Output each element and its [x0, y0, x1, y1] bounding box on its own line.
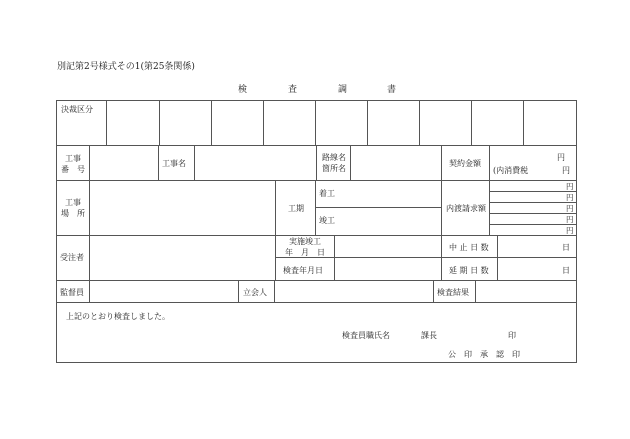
koji-bango-label — [60, 153, 86, 175]
kacho-label: 課長 — [421, 331, 437, 340]
koki-label: 工期 — [288, 204, 304, 213]
col-line — [158, 145, 159, 180]
chakko-label: 着工 — [319, 189, 335, 198]
col-line — [275, 180, 276, 235]
keiyaku-kingaku-label: 契約金額 — [449, 159, 481, 168]
encho-nissu-label: 延 期 日 数 — [449, 266, 489, 275]
form-reference: 別記第2号様式その1(第25条関係) — [57, 62, 195, 72]
shohizei-yen: 円 — [562, 166, 570, 175]
col-line — [471, 100, 472, 145]
col-line — [89, 180, 90, 235]
col-line — [89, 145, 90, 180]
kensain-shokushimei-label: 検査員職氏名 — [342, 331, 390, 340]
jukyusha-label: 受注者 — [60, 253, 84, 262]
row-line — [56, 302, 577, 303]
col-line — [489, 145, 490, 180]
col-line — [441, 145, 442, 180]
jisshi-shunko-line2: 年 月 日 — [285, 248, 325, 257]
chushi-nissu-label: 中 止 日 数 — [449, 243, 489, 252]
col-line — [159, 100, 160, 145]
keiyaku-yen: 円 — [557, 153, 565, 162]
koji-basho-line1: 工事 — [65, 198, 81, 207]
chushi-nichi: 日 — [562, 243, 570, 252]
row-line — [489, 213, 577, 214]
seikyu-yen-1: 円 — [566, 182, 574, 191]
col-line — [315, 100, 316, 145]
col-line — [433, 280, 434, 302]
col-line — [238, 280, 239, 302]
col-line — [316, 145, 317, 180]
seikyu-yen-2: 円 — [566, 193, 574, 202]
koji-bango-line1: 工事 — [65, 154, 81, 163]
row-line — [489, 224, 577, 225]
form-border-right — [576, 100, 577, 363]
seikyu-yen-4: 円 — [566, 215, 574, 224]
form-border-top — [56, 100, 577, 101]
col-line — [106, 100, 107, 145]
inspection-statement: 上記のとおり検査しました。 — [66, 312, 170, 321]
col-line — [419, 100, 420, 145]
jisshi-shunko-line1: 実施竣工 — [289, 237, 321, 246]
title-char-2: 査 — [288, 85, 298, 95]
col-line — [194, 145, 195, 180]
uchi-shohizei-label: (内消費税 — [493, 166, 529, 175]
col-line — [211, 100, 212, 145]
row-line — [56, 280, 577, 281]
col-line — [367, 100, 368, 145]
row-line — [489, 191, 577, 192]
koji-basho-line2: 場 所 — [61, 209, 85, 218]
title-char-4: 書 — [387, 85, 397, 95]
seikyu-yen-3: 円 — [566, 204, 574, 213]
col-line — [89, 280, 90, 302]
koji-mei-label: 工事名 — [162, 159, 186, 168]
rosen-mei-line2: 箇所名 — [322, 164, 346, 173]
title-char-3: 調 — [338, 85, 348, 95]
koji-basho-label — [60, 197, 86, 219]
seal-mark: 印 — [508, 331, 516, 340]
seikyu-yen-5: 円 — [566, 226, 574, 235]
col-line — [475, 280, 476, 302]
form-border-left — [56, 100, 57, 363]
koin-shonin-label: 公 印 承 認 印 — [448, 350, 520, 359]
row-line — [489, 202, 577, 203]
koji-bango-line2: 番 号 — [61, 165, 85, 174]
col-line — [350, 145, 351, 180]
col-line — [489, 180, 490, 235]
col-line — [263, 100, 264, 145]
form-border-bottom — [56, 362, 577, 363]
kessai-kubun-label: 決裁区分 — [61, 105, 93, 114]
kantokuin-label: 監督員 — [60, 288, 84, 297]
col-line — [89, 235, 90, 280]
row-line — [315, 207, 442, 208]
jisshi-shunko-label — [278, 236, 332, 258]
rosen-mei-label — [318, 152, 350, 174]
shunko-label: 竣工 — [319, 216, 335, 225]
kensa-nengappi-label: 検査年月日 — [283, 266, 323, 275]
tachiainin-label: 立会人 — [243, 288, 267, 297]
title-char-1: 検 — [238, 85, 248, 95]
rosen-mei-line1: 路線名 — [322, 153, 346, 162]
uchitogo-seikyugaku-label: 内渡請求額 — [446, 204, 486, 213]
kensa-kekka-label: 検査結果 — [437, 288, 469, 297]
row-line — [56, 180, 577, 181]
encho-nichi: 日 — [562, 266, 570, 275]
col-line — [523, 100, 524, 145]
col-line — [274, 280, 275, 302]
